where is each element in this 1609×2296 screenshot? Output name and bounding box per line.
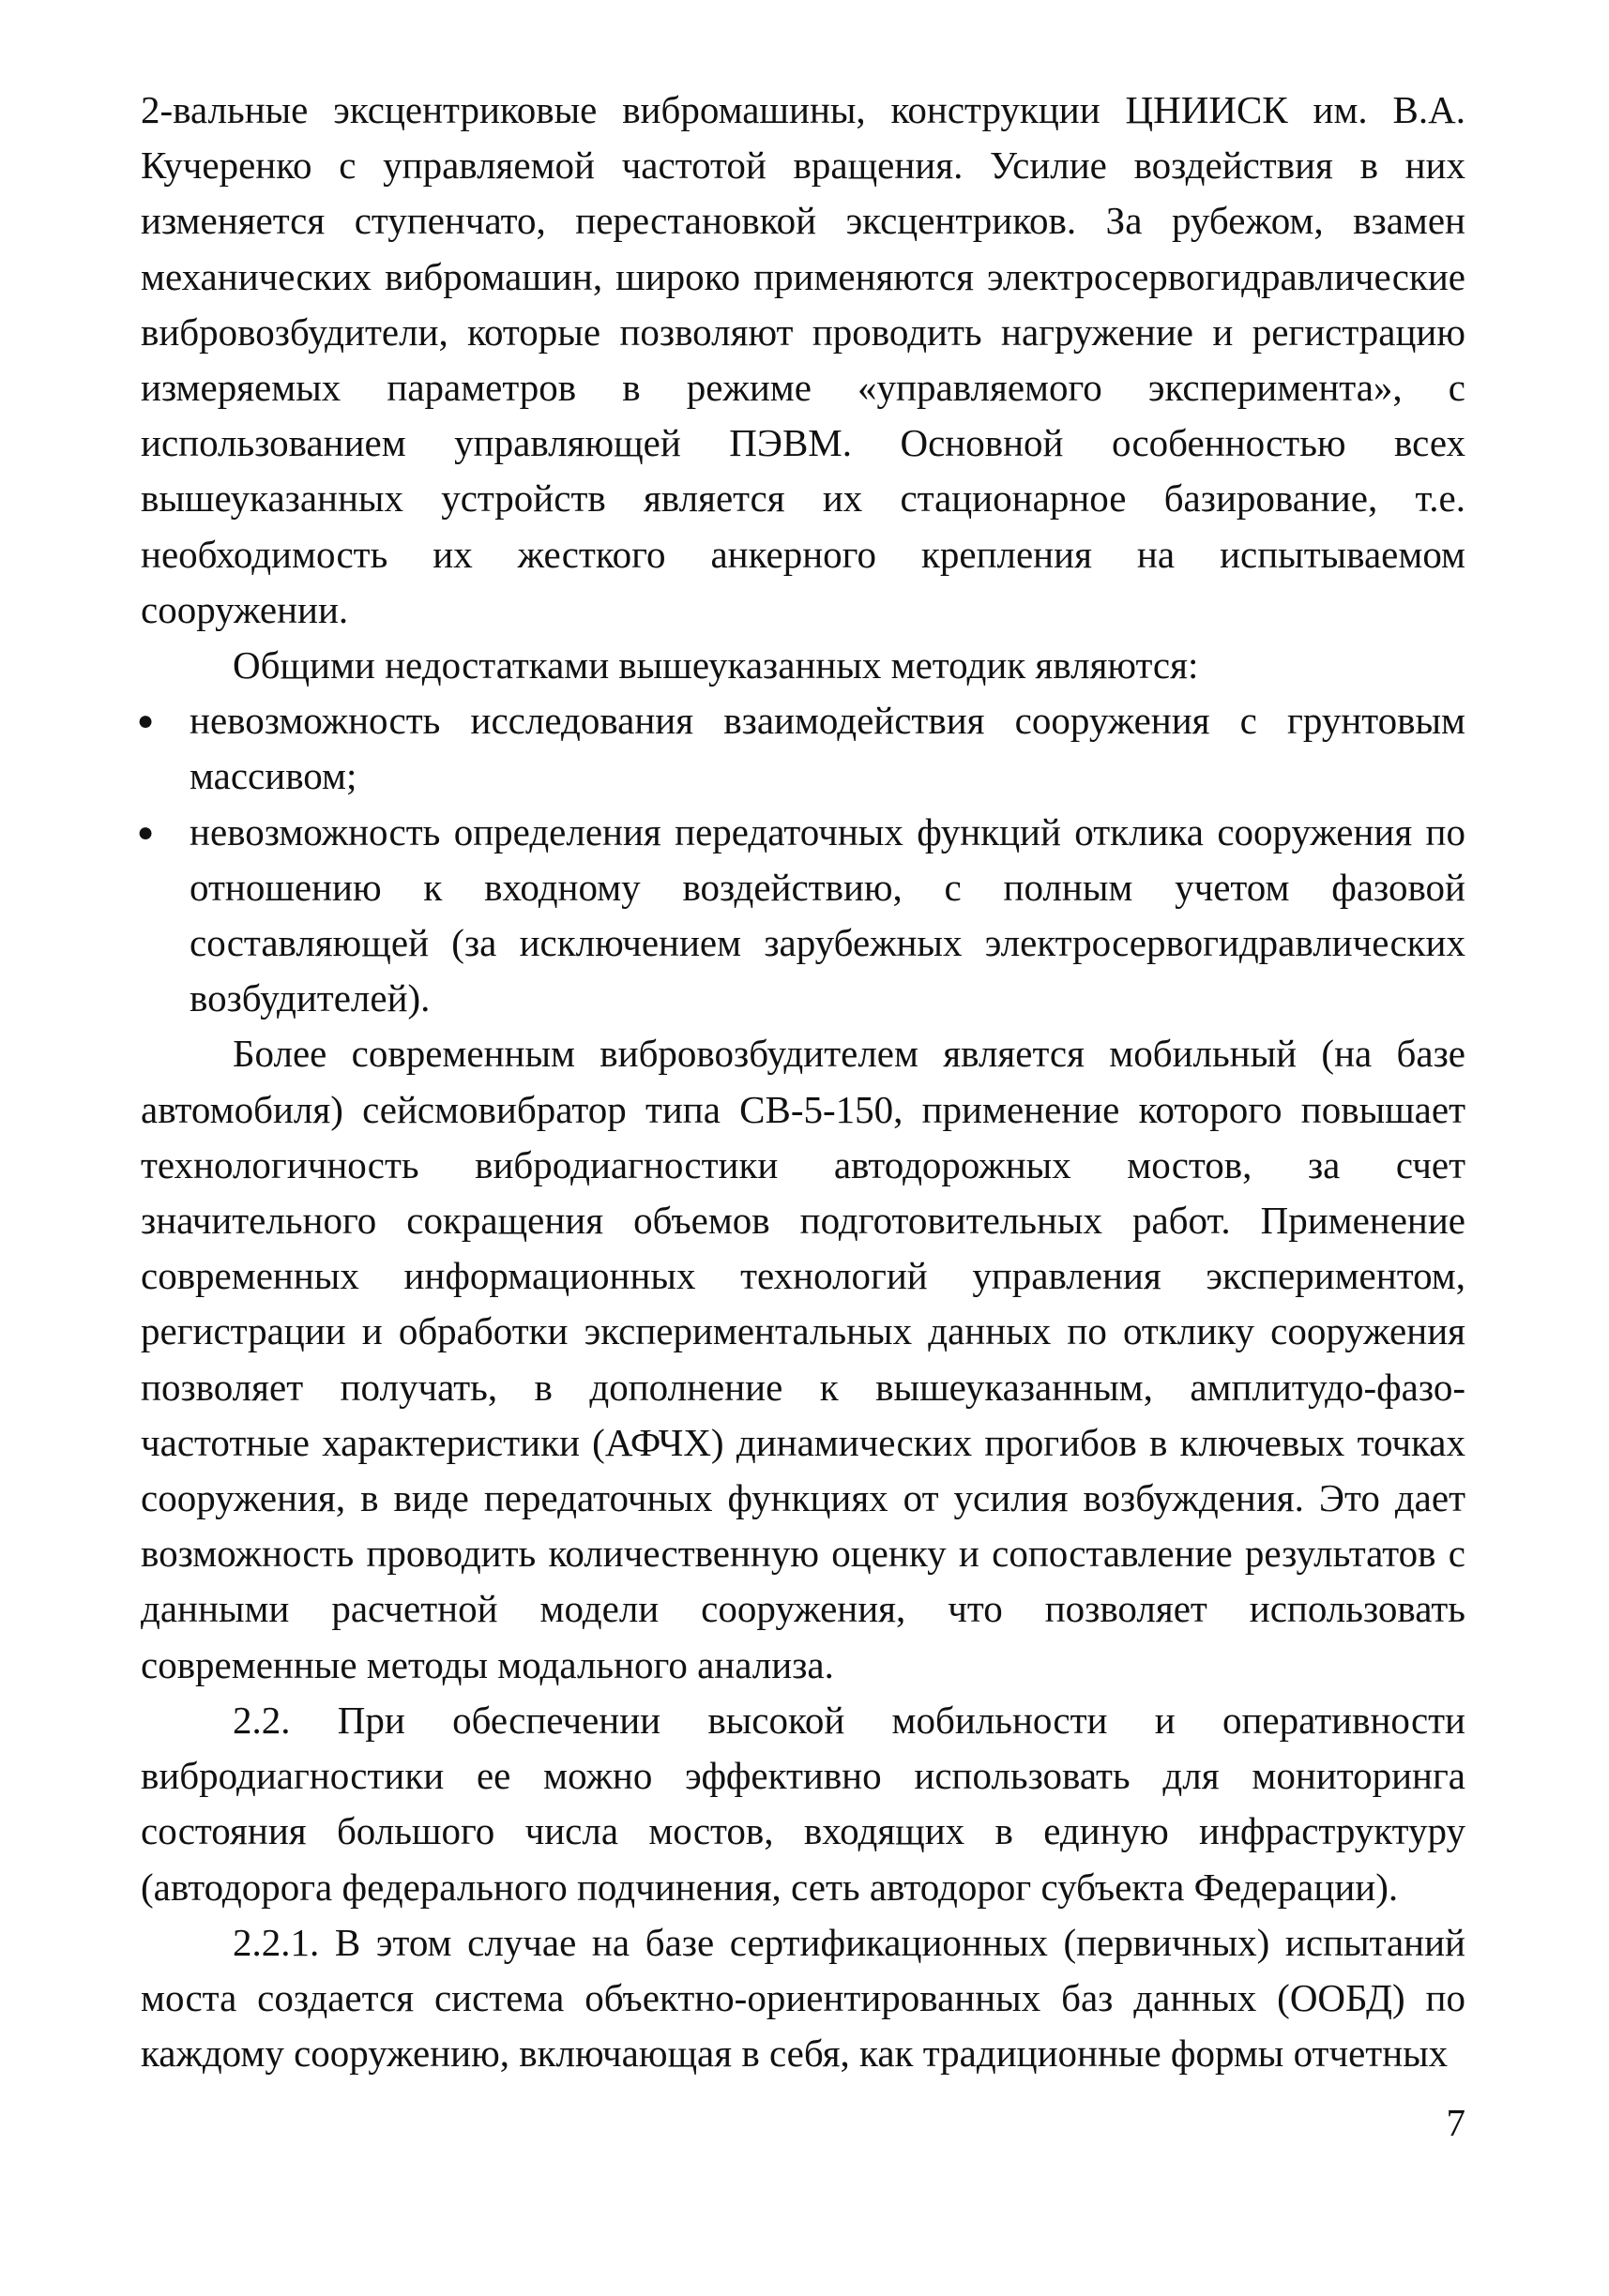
paragraph-mobile-vibrator: Более современным вибровозбудителем является мобильный (на базе автомобиля) сейсмовибратор типа СВ-5-150, применение которого повышает технологичность вибродиагностики автодорожных мостов, за счет значительного сокращения объемов подготовительных работ. Применение современных информационных технологий управления экспериментом, регистрации и обработки экспериментальных данных по отклику сооружения позволяет получать, в дополнение к вышеуказанным, амплитудо-фазо-частотные характеристики (АФЧХ) динамических прогибов в ключевых точках сооружения, в виде передаточных функциях от усилия возбуждения. Это дает возможность проводить количественную оценку и сопоставление результатов с данными расчетной модели сооружения, что позволяет использовать современные методы модального анализа. <box>141 1032 1465 1686</box>
paragraph-continuation: 2-вальные эксцентриковые вибромашины, конструкции ЦНИИСК им. В.А. Кучеренко с управляемой частотой вращения. Усилие воздействия в них изменяется ступенчато, перестановкой эксцентриков. За рубежом, взамен механических вибромашин, широко применяются электросервогидравлические вибровозбудители, которые позволяют проводить нагружение и регистрацию измеряемых параметров в режиме «управляемого эксперимента», с использованием управляющей ПЭВМ. Основной особенностью всех вышеуказанных устройств является их стационарное базирование, т.е. необходимость их жесткого анкерного крепления на испытываемом сооружении. <box>141 88 1465 631</box>
list-item-text: невозможность определения передаточных функций отклика сооружения по отношению к входному воздействию, с полным учетом фазовой составляющей (за исключением зарубежных электросервогидравлических возбудителей). <box>190 809 1465 1020</box>
list-item-text: невозможность исследования взаимодействия сооружения с грунтовым массивом; <box>190 699 1465 798</box>
paragraph-section-2-2-1: 2.2.1. В этом случае на базе сертификационных (первичных) испытаний моста создается система объектно-ориентированных баз данных (ООБД) по каждому сооружению, включающая в себя, как традиционные формы отчетных <box>141 1920 1465 2076</box>
shortcomings-list <box>137 693 1465 1026</box>
page-number: 7 <box>1446 2101 1465 2144</box>
list-item <box>137 693 1465 804</box>
paragraph-shortcomings-intro: Общими недостатками вышеуказанных методик являются: <box>233 643 1199 687</box>
document-page <box>137 83 1465 2081</box>
bullet-icon: ● <box>137 816 155 848</box>
paragraph-section-2-2: 2.2. При обеспечении высокой мобильности и оперативности вибродиагностики ее можно эффективно использовать для мониторинга состояния большого числа мостов, входящих в единую инфраструктуру (автодорога федерального подчинения, сеть автодорог субъекта Федерации). <box>141 1698 1465 1909</box>
list-item <box>137 805 1465 1027</box>
bullet-icon: ● <box>137 705 155 737</box>
